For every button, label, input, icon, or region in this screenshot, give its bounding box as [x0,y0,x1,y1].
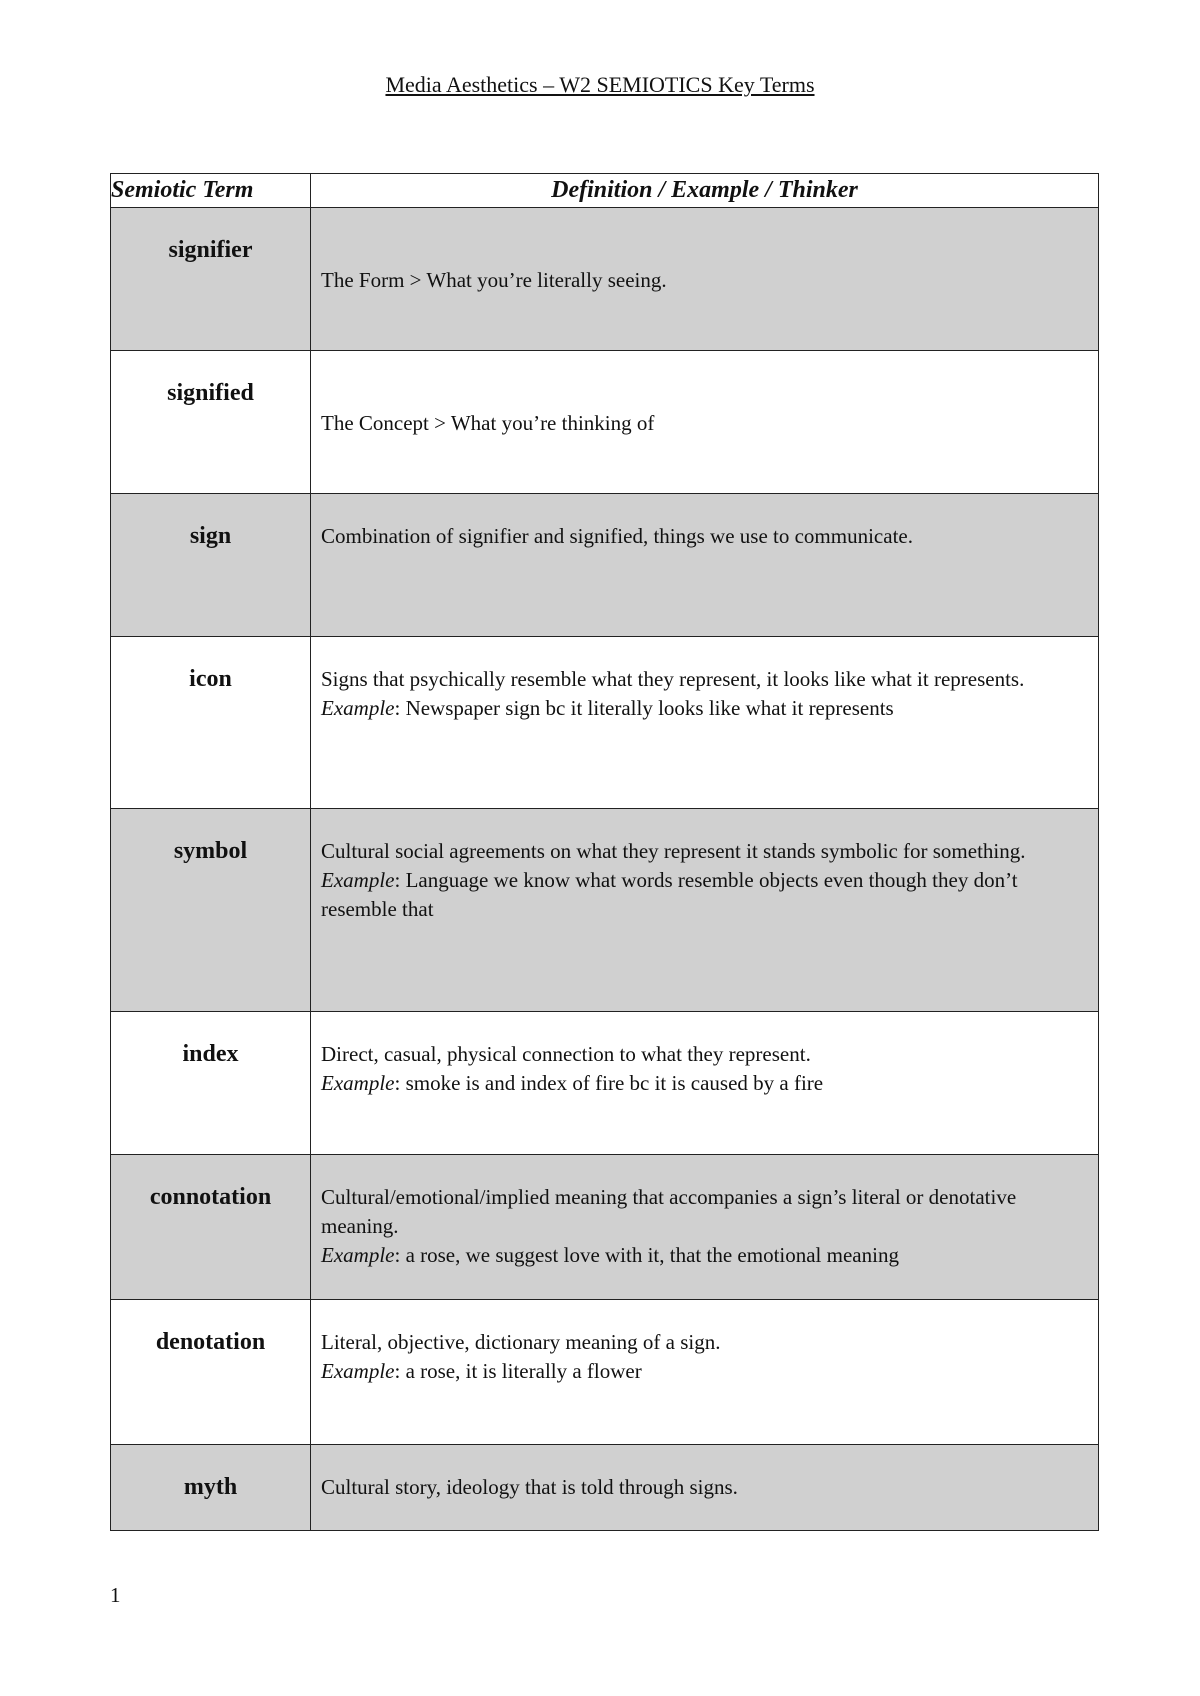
term-cell: icon [111,637,311,809]
definition-text: Cultural story, ideology that is told through signs. [321,1475,738,1499]
definition-text: Direct, casual, physical connection to what they represent. [321,1042,811,1066]
page-number: 1 [110,1583,121,1607]
table-row [111,351,1099,494]
definition-cell [311,637,1099,809]
example-label: Example [321,696,395,720]
definition-cell [311,351,1099,494]
example-label: Example [321,1071,395,1095]
definition-text: The Concept > What you’re thinking of [321,411,655,435]
term-cell: index [111,1012,311,1155]
definition-cell [311,1445,1099,1531]
definition-cell [311,494,1099,637]
definition-text: Combination of signifier and signified, things we use to communicate. [321,524,913,548]
example-text: : Newspaper sign bc it literally looks like what it represents [394,696,894,720]
example-label: Example [321,1359,395,1383]
definition-text: Literal, objective, dictionary meaning of a sign. [321,1330,721,1354]
definition-cell [311,1155,1099,1300]
definition-cell [311,809,1099,1012]
header-definition: Definition / Example / Thinker [311,174,1099,208]
semiotic-terms-table [110,173,1099,1531]
example-text: : a rose, we suggest love with it, that the emotional meaning [394,1243,899,1267]
term-cell: connotation [111,1155,311,1300]
term-cell: signifier [111,208,311,351]
term-cell: myth [111,1445,311,1531]
definition-cell [311,208,1099,351]
table-header-row [111,174,1099,208]
example-text: : smoke is and index of fire bc it is caused by a fire [394,1071,824,1095]
example-text: : a rose, it is literally a flower [394,1359,642,1383]
table-row [111,637,1099,809]
example-label: Example [321,1243,395,1267]
example-label: Example [321,868,395,892]
table-row [111,208,1099,351]
definition-text: Cultural social agreements on what they represent it stands symbolic for something. [321,839,1026,863]
term-cell: denotation [111,1300,311,1445]
definition-cell [311,1012,1099,1155]
definition-cell [311,1300,1099,1445]
term-cell: signified [111,351,311,494]
header-semiotic-term: Semiotic Term [111,174,311,208]
table-row [111,1300,1099,1445]
table-row [111,1445,1099,1531]
term-cell: symbol [111,809,311,1012]
table-row [111,1012,1099,1155]
definition-text: The Form > What you’re literally seeing. [321,268,667,292]
table-row [111,809,1099,1012]
term-cell: sign [111,494,311,637]
table-row [111,494,1099,637]
definition-text: Cultural/emotional/implied meaning that accompanies a sign’s literal or denotative meaning. [321,1185,1017,1238]
definition-text: Signs that psychically resemble what they represent, it looks like what it represents. [321,667,1025,691]
example-text: : Language we know what words resemble objects even though they don’t resemble that [321,868,1018,921]
table-row [111,1155,1099,1300]
page-title: Media Aesthetics – W2 SEMIOTICS Key Terms [385,72,815,97]
